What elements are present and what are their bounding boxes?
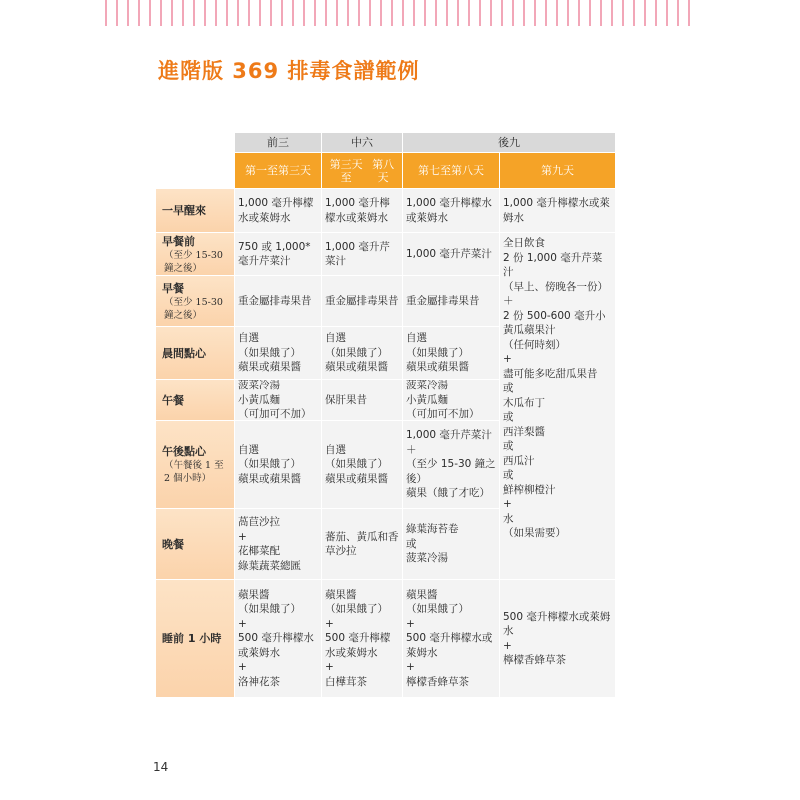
menu-cell: 自選 （如果餓了） 蘋果或蘋果醬 bbox=[235, 327, 321, 379]
meal-time-note: （至少 15-30 鐘之後） bbox=[164, 296, 223, 321]
detox-schedule-table bbox=[156, 133, 615, 697]
row-label-3 bbox=[156, 276, 234, 326]
row-label-5 bbox=[156, 380, 234, 420]
decorative-stripes bbox=[105, 0, 695, 26]
menu-cell: 蘋果醬 （如果餓了） + 500 毫升檸檬水或萊姆水 + 檸檬香蜂草茶 bbox=[403, 580, 499, 697]
menu-cell: 自選 （如果餓了） 蘋果或蘋果醬 bbox=[322, 327, 402, 379]
menu-cell: 蘋果醬 （如果餓了） + 500 毫升檸檬水或萊姆水 + 洛神花茶 bbox=[235, 580, 321, 697]
phase-header-2: 第三天至 第八天 bbox=[322, 153, 402, 188]
meal-time-note: （至少 15-30 鐘之後） bbox=[164, 249, 223, 274]
menu-cell: 自選 （如果餓了） 蘋果或蘋果醬 bbox=[235, 421, 321, 508]
menu-cell: 1,000 毫升芹菜汁 bbox=[322, 233, 402, 275]
row-label-8 bbox=[156, 580, 234, 697]
phase-header-3: 第七至第八天 bbox=[403, 153, 499, 188]
row-label-7 bbox=[156, 509, 234, 579]
page-number: 14 bbox=[153, 760, 169, 774]
meal-time-label: 早餐 bbox=[162, 281, 184, 295]
meal-time-label: 睡前 1 小時 bbox=[162, 632, 222, 645]
meal-time-label: 一早醒來 bbox=[162, 204, 206, 217]
menu-cell: 1,000 毫升芹菜汁 ＋ （至少 15-30 鐘之後） 蘋果（餓了才吃） bbox=[403, 421, 499, 508]
menu-cell: 750 或 1,000* 毫升芹菜汁 bbox=[235, 233, 321, 275]
menu-cell: 綠葉海苔卷 或 菠菜冷湯 bbox=[403, 509, 499, 579]
group-header-first-three: 前三 bbox=[235, 133, 321, 152]
day9-bedtime-cell: 500 毫升檸檬水或萊姆水 + 檸檬香蜂草茶 bbox=[500, 580, 615, 697]
menu-cell: 重金屬排毒果昔 bbox=[322, 276, 402, 326]
menu-cell: 1,000 毫升檸檬水或萊姆水 bbox=[322, 189, 402, 232]
meal-time-note: （午餐後 1 至 2 個小時） bbox=[164, 460, 224, 484]
meal-time-label: 晚餐 bbox=[162, 537, 184, 551]
meal-time-label: 晨間點心 bbox=[162, 346, 206, 360]
menu-cell: 萵苣沙拉 + 花椰菜配 綠葉蔬菜總匯 bbox=[235, 509, 321, 579]
page-title: 進階版 369 排毒食譜範例 bbox=[158, 59, 420, 83]
menu-cell: 菠菜冷湯 小黃瓜麵 （可加可不加） bbox=[403, 380, 499, 420]
row-label-4 bbox=[156, 327, 234, 379]
row-label-6 bbox=[156, 421, 234, 508]
menu-cell: 重金屬排毒果昔 bbox=[403, 276, 499, 326]
meal-time-label: 午後點心 bbox=[162, 445, 206, 458]
phase-header-1: 第一至第三天 bbox=[235, 153, 321, 188]
menu-cell: 重金屬排毒果昔 bbox=[235, 276, 321, 326]
menu-cell: 1,000 毫升芹菜汁 bbox=[403, 233, 499, 275]
menu-cell: 自選 （如果餓了） 蘋果或蘋果醬 bbox=[403, 327, 499, 379]
menu-cell: 1,000 毫升檸檬水或萊姆水 bbox=[403, 189, 499, 232]
menu-cell: 菠菜冷湯 小黃瓜麵 （可加可不加） bbox=[235, 380, 321, 420]
day9-daytime-cell: 全日飲食 2 份 1,000 毫升芹菜汁 （早上、傍晚各一份） ＋ 2 份 500-600 毫升小黃瓜蘋果汁 （任何時刻） + 盡可能多吃甜瓜果昔 或 木瓜布丁 或 西洋梨醬 或 西瓜汁 或 鮮榨柳橙汁 + 水 （如果需要） bbox=[500, 233, 615, 579]
phase-header-4: 第九天 bbox=[500, 153, 615, 188]
menu-cell: 保肝果昔 bbox=[322, 380, 402, 420]
row-label-1 bbox=[156, 189, 234, 232]
row-label-2 bbox=[156, 233, 234, 275]
meal-time-label: 午餐 bbox=[162, 393, 184, 407]
menu-cell: 蘋果醬 （如果餓了） + 500 毫升檸檬水或萊姆水 + 白樺茸茶 bbox=[322, 580, 402, 697]
menu-cell: 蕃茄、黃瓜和香草沙拉 bbox=[322, 509, 402, 579]
meal-time-label: 早餐前 bbox=[162, 234, 195, 248]
day9-morning-cell: 1,000 毫升檸檬水或萊姆水 bbox=[500, 189, 615, 232]
menu-cell: 自選 （如果餓了） 蘋果或蘋果醬 bbox=[322, 421, 402, 508]
group-header-middle-six: 中六 bbox=[322, 133, 402, 152]
group-header-last-nine: 後九 bbox=[403, 133, 615, 152]
menu-cell: 1,000 毫升檸檬水或萊姆水 bbox=[235, 189, 321, 232]
